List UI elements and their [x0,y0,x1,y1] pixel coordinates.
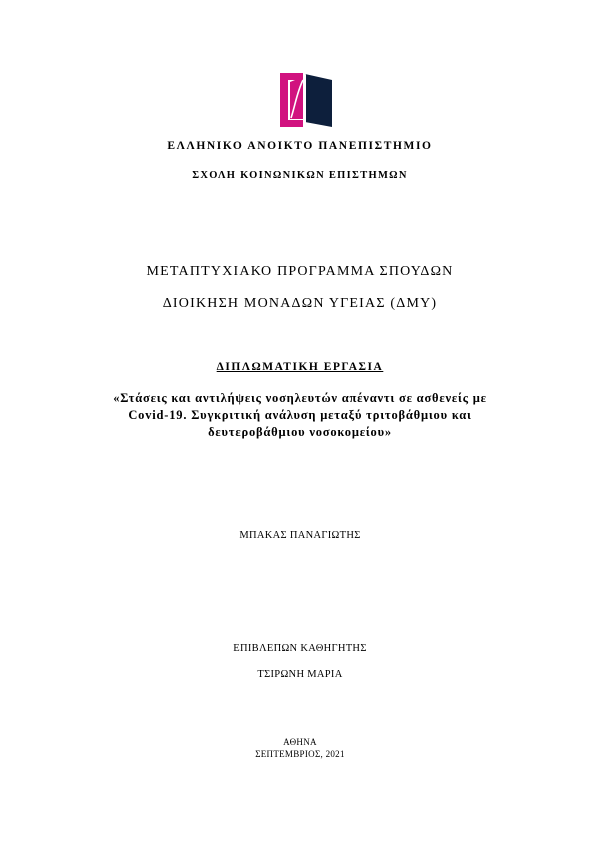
thesis-title-line: δευτεροβάθμιου νοσοκομείου» [208,425,392,439]
thesis-title [60,390,540,441]
university-logo-icon [279,72,333,128]
city: ΑΘΗΝΑ [283,737,317,747]
thesis-title-line: «Στάσεις και αντιλήψεις νοσηλευτών απέναντι σε ασθενείς με [113,391,487,405]
university-name: ΕΛΛΗΝΙΚΟ ΑΝΟΙΚΤΟ ΠΑΝΕΠΙΣΤΗΜΙΟ [167,140,433,152]
program-name: ΜΕΤΑΠΤΥΧΙΑΚΟ ΠΡΟΓΡΑΜΜΑ ΣΠΟΥΔΩΝ [146,264,454,279]
author-name: ΜΠΑΚΑΣ ΠΑΝΑΓΙΩΤΗΣ [239,530,361,541]
date: ΣΕΠΤΕΜΒΡΙΟΣ, 2021 [255,749,345,759]
program-specialization: ΔΙΟΙΚΗΣΗ ΜΟΝΑΔΩΝ ΥΓΕΙΑΣ (ΔΜΥ) [162,296,438,311]
thesis-title-line: Covid-19. Συγκριτική ανάλυση μεταξύ τριτοβάθμιου και [128,408,472,422]
supervisor-label: ΕΠΙΒΛΕΠΩΝ ΚΑΘΗΓΗΤΗΣ [233,643,367,654]
school-name: ΣΧΟΛΗ ΚΟΙΝΩΝΙΚΩΝ ΕΠΙΣΤΗΜΩΝ [192,170,408,181]
supervisor-name: ΤΣΙΡΩΝΗ ΜΑΡΙΑ [257,669,343,680]
thesis-label: ΔΙΠΛΩΜΑΤΙΚΗ ΕΡΓΑΣΙΑ [216,361,384,373]
